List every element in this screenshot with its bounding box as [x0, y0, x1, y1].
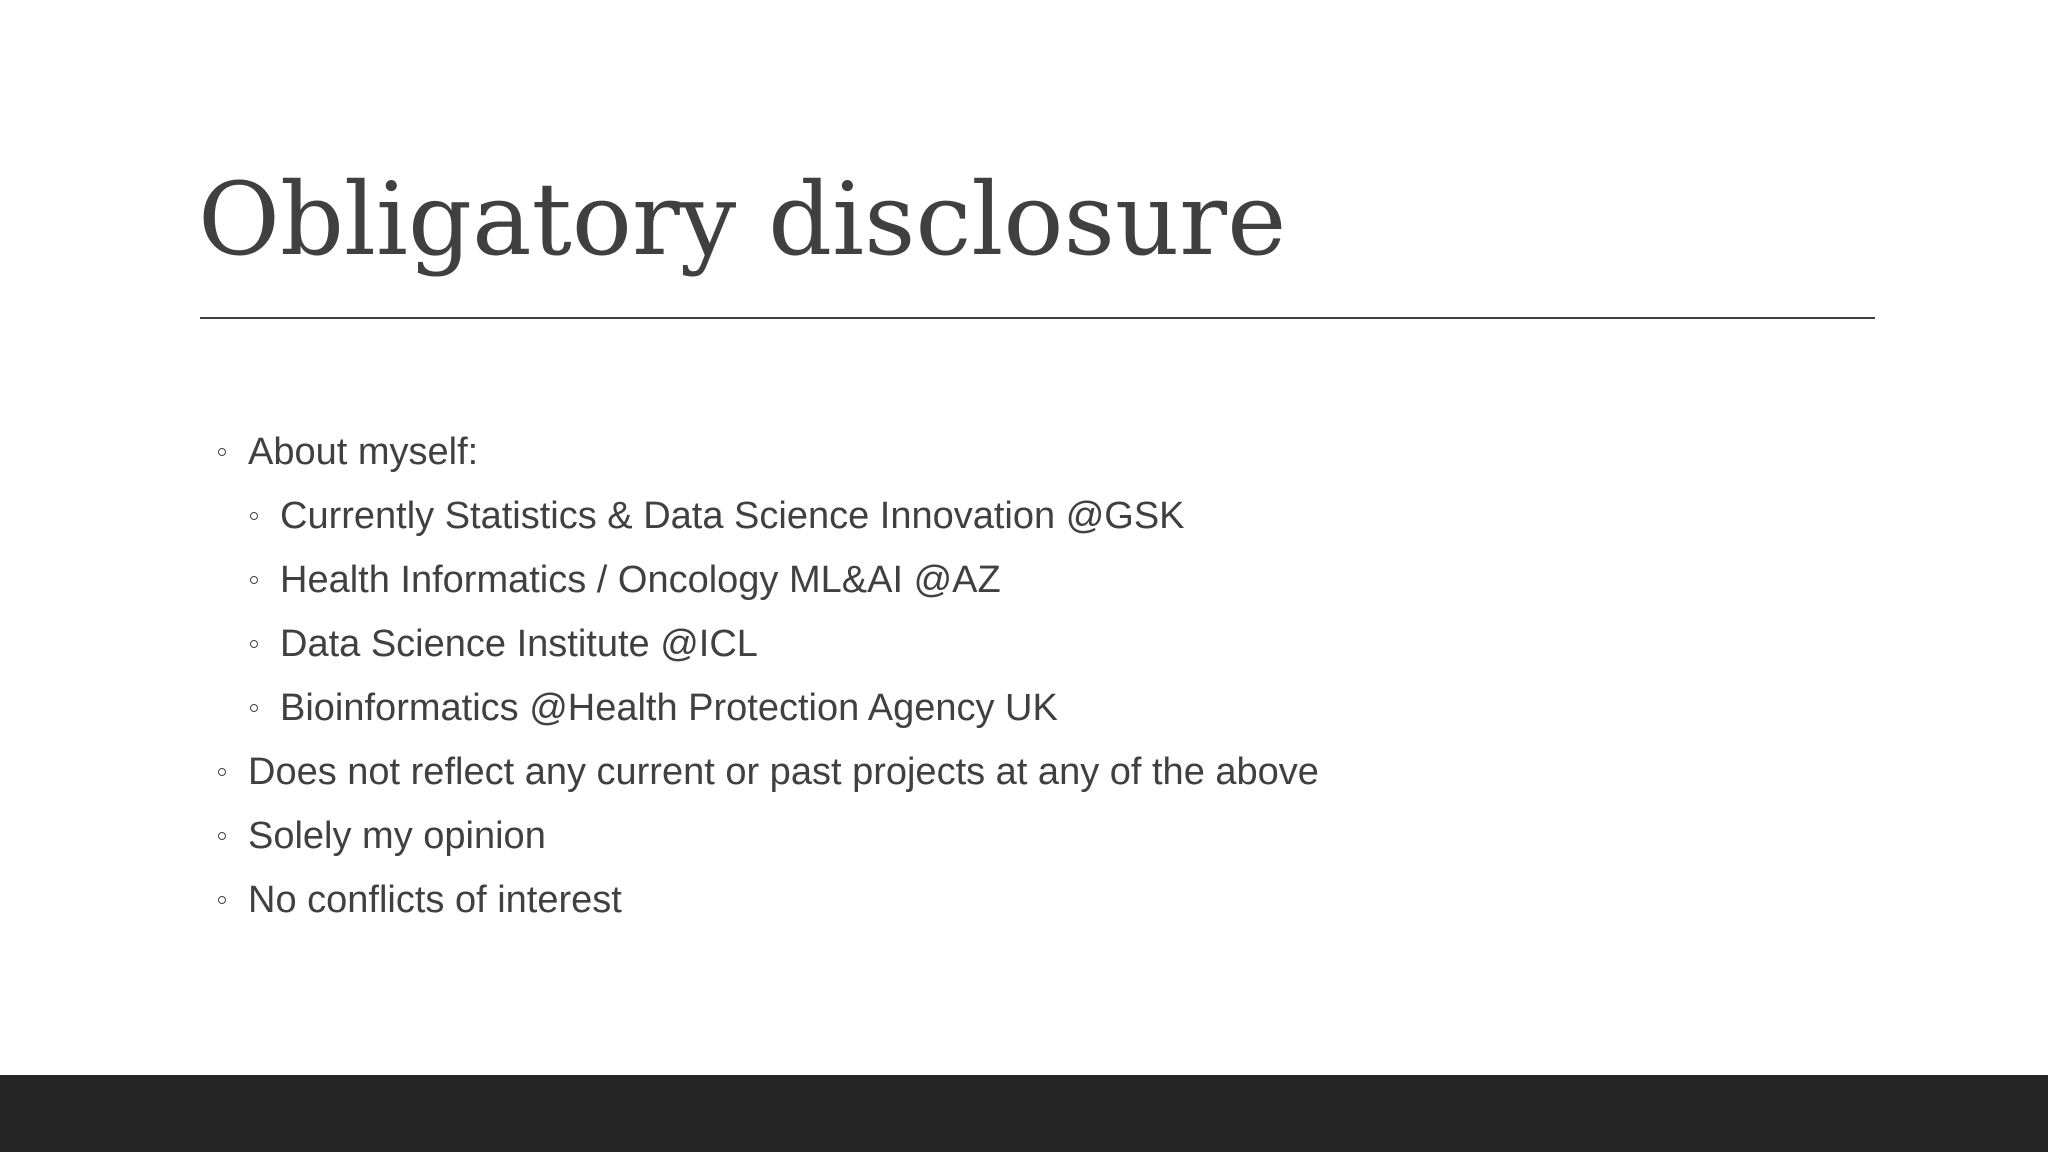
hollow-circle-bullet-icon [218, 448, 226, 456]
hollow-circle-bullet-icon [250, 512, 258, 520]
slide-title: Obligatory disclosure [198, 161, 1287, 278]
bullet-item [216, 740, 1319, 804]
hollow-circle-bullet-icon [218, 768, 226, 776]
sub-bullet-text: Bioinformatics @Health Protection Agency UK [280, 687, 1058, 729]
hollow-circle-bullet-icon [218, 832, 226, 840]
bullet-text: Does not reflect any current or past projects at any of the above [248, 751, 1319, 793]
sub-bullet-item [248, 548, 1319, 612]
hollow-circle-bullet-icon [250, 640, 258, 648]
hollow-circle-bullet-icon [250, 576, 258, 584]
bullet-item [216, 868, 1319, 932]
sub-bullet-item [248, 676, 1319, 740]
sub-bullet-text: Health Informatics / Oncology ML&AI @AZ [280, 559, 1001, 601]
bullet-item [216, 804, 1319, 868]
bullet-item [216, 420, 1319, 484]
sub-bullet-item [248, 612, 1319, 676]
bullet-text: No conflicts of interest [248, 879, 622, 921]
hollow-circle-bullet-icon [218, 896, 226, 904]
bullet-text: About myself: [248, 431, 479, 473]
sub-bullet-text: Data Science Institute @ICL [280, 623, 758, 665]
bullet-list [216, 420, 1319, 932]
bullet-text: Solely my opinion [248, 815, 546, 857]
sub-bullet-text: Currently Statistics & Data Science Innovation @GSK [280, 495, 1185, 537]
sub-bullet-item [248, 484, 1319, 548]
title-divider [200, 317, 1875, 319]
footer-bar [0, 1075, 2048, 1152]
hollow-circle-bullet-icon [250, 704, 258, 712]
